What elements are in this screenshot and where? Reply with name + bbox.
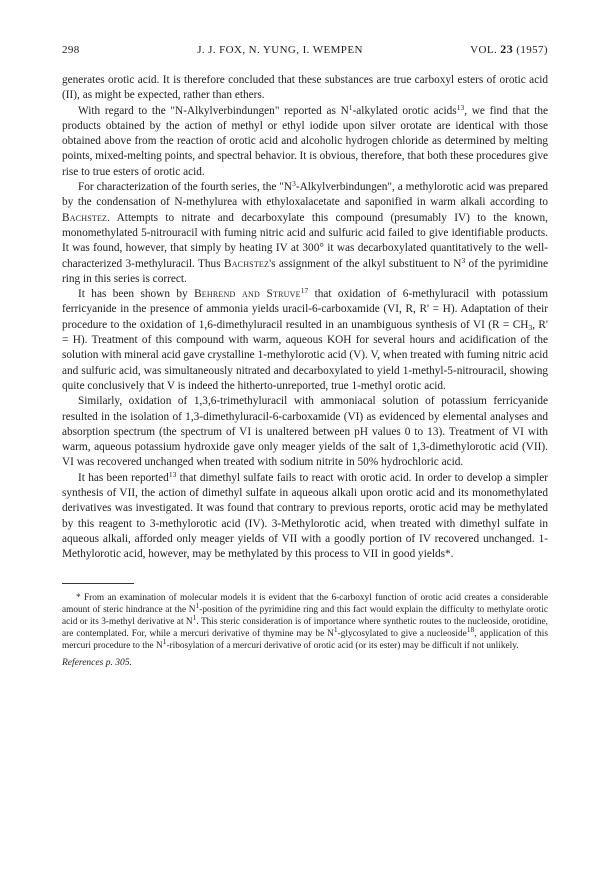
body-text [62,73,548,563]
citation-17: 17 [300,286,309,296]
author-name-bachstez-2: Bachstez [223,257,270,270]
header-authors: J. J. FOX, N. YUNG, I. WEMPEN [197,44,363,56]
footnote-rule [62,583,134,584]
journal-page [62,42,548,668]
footnote: * From an examination of molecular models it is evident that the 6-carboxyl function of orotic acid creates a considerable amount of steric hindrance at the $N^1$-position of the pyrimidine ring and this fact would explain the difficulty to methylate orotic acid or its 3-methyl derivative at $N^1$. This steric consideration is of importance where synthetic routes to the nucleoside, orotidine, are contemplated. For, while a mercuri derivative of thymine may be $N^1$-glycosylated to give a nucleoside$^{18}$, application of this mercuri procedure to the $N^1$-ribosylation of a mercuri derivative of orotic acid (or its ester) may be difficult if not unlikely. [62,592,548,651]
paragraph-2: With regard to the "N-Alkylverbindungen" reported as $N^1$-alkylated orotic acids$^{13}$, we find that the products obtained by the action of methyl or ethyl iodide upon silver orotate are identical with those obtained above from the reaction of orotic acid and alcoholic hydrogen chloride as determined by melting points, mixed-melting points, and spectral behavior. It is obvious, therefore, that both these procedures give rise to true esters of orotic acid. [62,102,548,178]
paragraph-3: For characterization of the fourth series, the "$N^3$-Alkylverbindungen", a methylorotic acid was prepared by the condensation of N-methylurea with ethyloxalacetate and saponified in warm alkali according to Bachstez. Attempts to nitrate and decarboxylate this compound (presumably IV) to the known, monomethylated 5-nitrouracil with fuming nitric acid and sulfuric acid failed to give identifiable products. It was found, however, that simply by heating IV at 300° it was decarboxylated quantitatively to the well-characterized 3-methyluracil. Thus Bachstez's assignment of the alkyl substituent to $N^3$ of the pyrimidine ring in this series is correct. [62,179,549,285]
paragraph-5: Similarly, oxidation of 1,3,6-trimethyluracil with ammoniacal solution of potassium ferricyanide resulted in the isolation of 1,3-dimethyluracil-6-carboxamide (VI) as evidenced by elemental analyses and absorption spectrum (the spectrum of VI is unaltered between pH values 0 to 13). Treatment of VI with warm, aqueous potassium hydroxide gave only meager yields of the salt of 1,3-dimethylorotic acid (VII). VI was recovered unchanged when treated with sodium nitrite in 50% hydrochloric acid. [62,395,548,469]
citation-13b: 13 [168,469,177,479]
references-pointer: References p. 305. [62,657,132,668]
citation-18: 18 [466,624,475,634]
page-number: 298 [62,44,80,56]
volume-number: 23 [500,42,514,56]
running-header [62,42,548,57]
paragraph-6: It has been reported$^{13}$ that dimethyl sulfate fails to react with orotic acid. In order to develop a simpler synthesis of VII, the action of dimethyl sulfate in aqueous alkali upon orotic acid and its monomethylated derivatives was investigated. It was found that contrary to previous reports, orotic acid may be methylated by this reagent to 3-methylorotic acid (IV). 3-Methylorotic acid, when treated with dimethyl sulfate in aqueous alkali, afforded only meager yields of VII with a goodly portion of IV recovered unchanged. 1-Methylorotic acid, however, may be methylated by this process to VII in good yields*. [62,469,548,561]
author-name-behrend-struve: Behrend and Struve [194,288,301,301]
volume-year: (1957) [516,44,548,56]
header-volume: VOL. 23 (1957) [470,42,548,56]
author-name-bachstez: Bachstez [62,211,108,224]
paragraph-4: It has been shown by Behrend and Struve$^{17}$ that oxidation of 6-methyluracil with potassium ferricyanide in the presence of ammonia yields uracil-6-carboxamide (VI, R, R' = H). Adaptation of their procedure to the oxidation of 1,6-dimethyluracil resulted in an unambiguous synthesis of VI ($R = CH_3$, R' = H). Treatment of this compound with warm, aqueous KOH for several hours and acidification of the solution with mineral acid gave crystalline 1-methylorotic acid (V). V, when treated with fuming nitric acid and sulfuric acid, was simultaneously nitrated and decarboxylated to yield 1-methyl-5-nitrouracil, showing quite conclusively that V is indeed the hitherto-unreported, true 1-methyl orotic acid. [62,286,548,392]
citation-13: 13 [456,102,465,112]
paragraph-1: generates orotic acid. It is therefore concluded that these substances are true carboxyl esters of orotic acid (II), as might be expected, rather than ethers. [62,74,548,102]
